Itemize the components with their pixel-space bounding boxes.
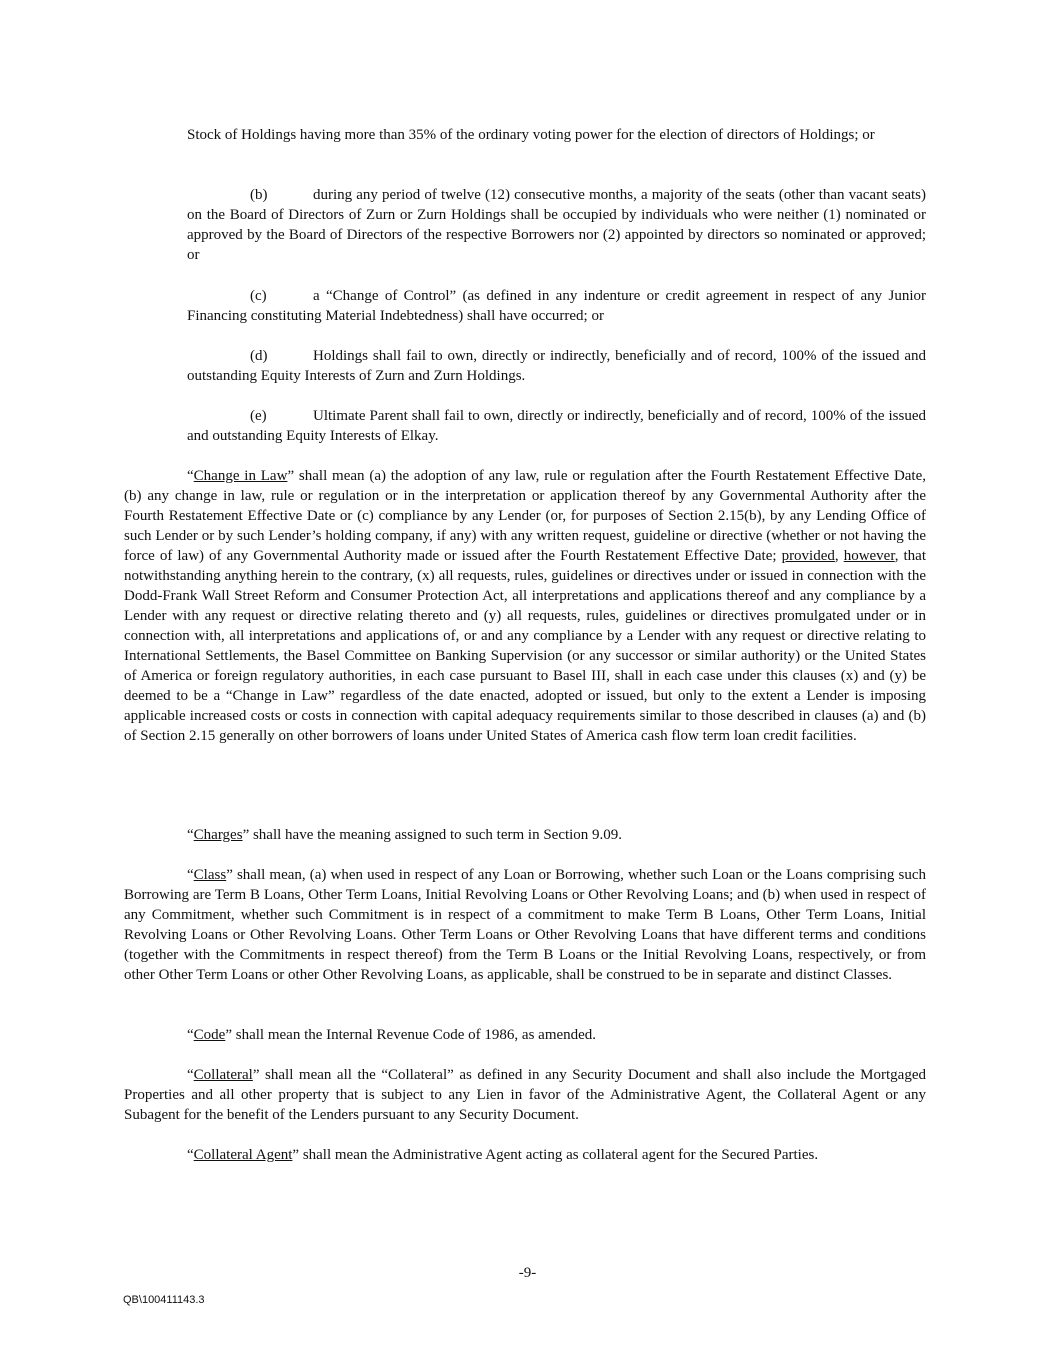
provided-term: provided bbox=[781, 548, 835, 564]
clause-c-text: a “Change of Control” (as defined in any indenture or credit agreement in respect of any Junior Financing constituting Material Indebtedness) shall have occurred; or bbox=[187, 288, 926, 324]
clause-e-text: Ultimate Parent shall fail to own, directly or indirectly, beneficially and of record, 100% of the issued and outstanding Equity Interests of Elkay. bbox=[187, 408, 926, 444]
open-quote: “ bbox=[187, 468, 194, 484]
defined-term-collateral: Collateral bbox=[193, 1067, 253, 1083]
defined-term-charges: Charges bbox=[193, 827, 243, 843]
charges-text: ” shall have the meaning assigned to such term in Section 9.09. bbox=[242, 827, 623, 843]
definition-class bbox=[124, 865, 926, 985]
clause-c-label: (c) bbox=[250, 288, 267, 304]
clause-c bbox=[187, 286, 926, 326]
definition-collateral bbox=[124, 1065, 926, 1125]
open-quote: “ bbox=[187, 867, 194, 883]
clause-d-label: (d) bbox=[250, 348, 268, 364]
open-quote: “ bbox=[187, 1147, 194, 1163]
change-in-law-text-1: ” shall mean (a) the adoption of any law, rule or regulation after the Fourth Restatement Effective Date, (b) any change in law, rule or regulation or in the interpretation or application thereof by any Governmental Authority after the Fourth Restatement Effective Date or (c) compliance by any Lender (or, for purposes of Section 2.15(b), by any Lending Office of such Lender or by such Lender’s holding company, if any) with any written request, guideline or directive (whether or not having the force of law) of any Governmental Authority made or issued after the Fourth Restatement Effective Date; bbox=[124, 468, 927, 564]
change-in-law-text-2: , that notwithstanding anything herein to the contrary, (x) all requests, rules, guidelines or directives under or issued in connection with the Dodd-Frank Wall Street Reform and Consumer Protection Act, all interpretations and applications thereof and any compliance by a Lender with any request or directive relating thereto and (y) all requests, rules, guidelines or directives promulgated under or in connection with, all interpretations and applications of, or and any compliance by a Lender with any request or directive relating to International Settlements, the Basel Committee on Banking Supervision (or any successor or similar authority) or the United States of America or foreign regulatory authorities, in each case pursuant to Basel III, shall in each case under this clauses (x) and (y) be deemed to be a “Change in Law” regardless of the date enacted, adopted or issued, but only to the extent a Lender is imposing applicable increased costs or costs in connection with capital adequacy requirements similar to those described in clauses (a) and (b) of Section 2.15 generally on other borrowers of loans under United States of America cash flow term loan credit facilities. bbox=[124, 548, 927, 744]
defined-term-code: Code bbox=[193, 1027, 226, 1043]
definition-collateral-agent bbox=[124, 1145, 926, 1165]
clause-b bbox=[187, 185, 926, 265]
however-term: however bbox=[843, 548, 895, 564]
open-quote: “ bbox=[187, 1027, 194, 1043]
definition-code bbox=[124, 1025, 926, 1045]
comma-separator: , bbox=[834, 548, 844, 564]
collateral-text: ” shall mean all the “Collateral” as defined in any Security Document and shall also include the Mortgaged Properties and all other property that is subject to any Lien in favor of the Administrative Agent, the Collateral Agent or any Subagent for the benefit of the Lenders pursuant to any Security Document. bbox=[124, 1067, 926, 1123]
clause-a-text: Stock of Holdings having more than 35% of the ordinary voting power for the election of directors of Holdings; or bbox=[187, 127, 875, 143]
defined-term-class: Class bbox=[193, 867, 227, 883]
clause-b-text: during any period of twelve (12) consecutive months, a majority of the seats (other than vacant seats) on the Board of Directors of Zurn or Zurn Holdings shall be occupied by individuals who were neither (1) nominated or approved by the Board of Directors of the respective Borrowers nor (2) appointed by directors so nominated or approved; or bbox=[187, 187, 926, 263]
defined-term-collateral-agent: Collateral Agent bbox=[193, 1147, 293, 1163]
clause-d bbox=[187, 346, 926, 386]
clause-b-label: (b) bbox=[250, 187, 268, 203]
class-text: ” shall mean, (a) when used in respect of any Loan or Borrowing, whether such Loan or the Loans comprising such Borrowing are Term B Loans, Other Term Loans, Initial Revolving Loans or Other Revolving Loans; and (b) when used in respect of any Commitment, whether such Commitment is in respect of a commitment to make Term B Loans, Other Term Loans, Initial Revolving Loans or Other Revolving Loans. Other Term Loans or Other Revolving Loans that have different terms and conditions (together with the Commitments in respect thereof) from the Term B Loans or the Initial Revolving Loans, respectively, or from other Other Term Loans or other Other Revolving Loans, as applicable, shall be construed to be in separate and distinct Classes. bbox=[124, 867, 926, 983]
definition-charges bbox=[124, 825, 926, 845]
open-quote: “ bbox=[187, 827, 194, 843]
clause-d-text: Holdings shall fail to own, directly or indirectly, beneficially and of record, 100% of the issued and outstanding Equity Interests of Zurn and Zurn Holdings. bbox=[187, 348, 926, 384]
clause-e bbox=[187, 406, 926, 446]
document-id: QB\100411143.3 bbox=[123, 1294, 205, 1306]
collateral-agent-text: ” shall mean the Administrative Agent acting as collateral agent for the Secured Parties. bbox=[292, 1147, 819, 1163]
code-text: ” shall mean the Internal Revenue Code of 1986, as amended. bbox=[225, 1027, 597, 1043]
clause-e-label: (e) bbox=[250, 408, 267, 424]
open-quote: “ bbox=[187, 1067, 194, 1083]
page-number: -9- bbox=[518, 1265, 537, 1281]
definition-change-in-law bbox=[124, 466, 926, 746]
clause-a-continuation bbox=[187, 125, 926, 145]
defined-term-change-in-law: Change in Law bbox=[193, 468, 288, 484]
